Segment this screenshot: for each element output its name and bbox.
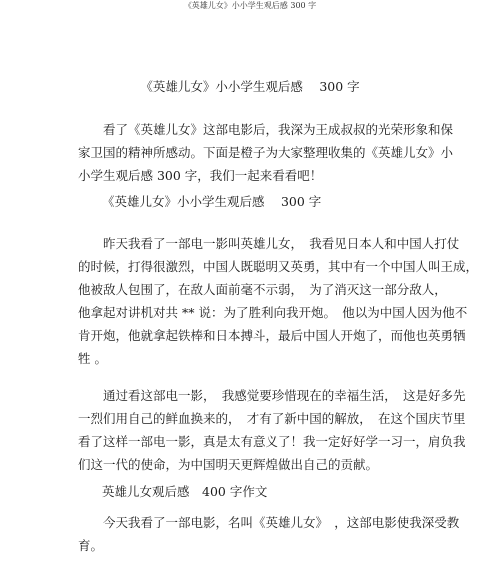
intro-paragraph [78,118,454,187]
paragraph-1 [78,232,479,370]
paragraph-line: 育。 [78,538,104,553]
subtitle-1: 《英雄儿女》小小学生观后感 300 字 [102,194,322,209]
page-header-title: 《英雄儿女》小小学生观后感 300 字 [183,1,317,10]
paragraph-line: 牲 。 [78,351,107,366]
paragraph-line: 通过看这部电一影， 我感觉要珍惜现在的幸福生活， 这是好多先 [78,388,466,403]
paragraph-3 [78,511,460,557]
document-title: 《英雄儿女》小小学生观后感 300 字 [140,79,360,94]
subtitle-2: 英雄儿女观后感 400 字作文 [102,484,268,499]
paragraph-line: 他拿起对讲机对共 ** 说：为了胜利向我开炮。 他以为中国人因为他不 [78,305,468,320]
paragraph-line: 小学生观后感 300 字，我们一起来看看吧！ [78,168,323,183]
paragraph-line: 看了这样一部电一影，真是太有意义了！我一定好好学一习一，肩负我 [78,434,466,449]
paragraph-line: 昨天我看了一部电一影叫英雄儿女， 我看见日本人和中国人打仗 [78,236,460,251]
paragraph-2 [78,384,466,476]
paragraph-line: 肯开炮，他就拿起铁棒和日本搏斗，最后中国人开炮了，而他也英勇牺 [78,328,466,343]
paragraph-line: 们这一代的使命，为中国明天更辉煌做出自己的贡献。 [78,457,379,472]
paragraph-line: 他被敌人包围了，在敌人面前毫不示弱， 为了消灭这一部分敌人， [78,282,447,297]
paragraph-line: 的时候，打得很激烈，中国人既聪明又英勇，其中有一个中国人叫王成， [78,259,479,274]
paragraph-line: 一烈们用自己的鲜血换来的， 才有了新中国的解放， 在这个国庆节里 [78,411,466,426]
paragraph-line: 看了《英雄儿女》这部电影后，我深为王成叔叔的光荣形象和保 [78,122,454,137]
paragraph-line: 今天我看了一部电影，名叫《英雄儿女》 ，这部电影使我深受教 [78,515,460,530]
paragraph-line: 家卫国的精神所感动。下面是橙子为大家整理收集的《英雄儿女》小 [78,145,454,160]
